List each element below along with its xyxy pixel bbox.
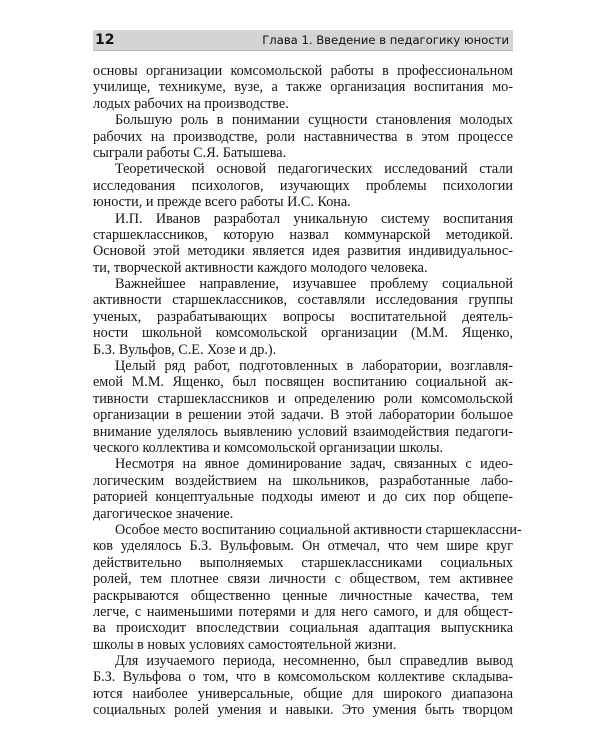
paragraph <box>93 521 522 653</box>
text-line: Б.З. Вульфов, С.Е. Хозе и др.). <box>93 341 277 358</box>
paragraph <box>93 63 513 112</box>
paragraph <box>93 276 513 358</box>
text-line: лодых рабочих на производстве. <box>93 95 289 112</box>
page-number: 12 <box>95 32 115 48</box>
text-line: училище, техникуме, вузе, а также организация воспитания мо- <box>93 79 513 96</box>
text-line: Основой этой методики является идея развития индивидуальнос- <box>93 243 513 260</box>
text-line: Целый ряд работ, подготовленных в лаборатории, возглавля- <box>115 358 513 375</box>
paragraph <box>93 456 513 522</box>
text-line: старшеклассников, которую назвал коммунарской методикой. <box>93 226 513 243</box>
body-text <box>93 63 522 719</box>
text-line: логическим воздействием на школьников, разработанные лабо- <box>93 472 513 489</box>
text-line: ва происходит впоследствии социальная адаптация выпускника <box>93 620 513 637</box>
text-line: легче, с наименьшими потерями и для него самого, и для общест- <box>93 603 513 620</box>
page-header <box>93 30 513 51</box>
text-line: раторией концептуальные подходы имеют и до сих пор общепе- <box>93 489 513 506</box>
text-line: ученых, разрабатывающих вопросы воспитательной деятель- <box>93 308 513 325</box>
text-line: Для изучаемого периода, несомненно, был справедлив вывод <box>115 653 513 670</box>
paragraph <box>93 358 513 456</box>
text-line: раскрываются общественно ценные личностные качества, тем <box>93 587 513 604</box>
text-line: ются наиболее универсальные, общие для широкого диапазона <box>93 685 513 702</box>
running-head: Глава 1. Введение в педагогику юности <box>262 33 509 47</box>
text-line: рабочих на производстве, роли наставничества в этом процессе <box>93 128 513 145</box>
text-line: ков уделялось Б.З. Вульфовым. Он отмечал, что чем шире круг <box>93 538 513 555</box>
text-line: действительно выполняемых старшеклассниками социальных <box>93 554 513 571</box>
text-line: исследования психологов, изучающих проблемы психологии <box>93 177 513 194</box>
text-line: Особое место воспитанию социальной активности старшеклассни- <box>115 521 522 538</box>
text-line: ти, творческой активности каждого молодого человека. <box>93 259 428 276</box>
text-line: Б.З. Вульфова о том, что в комсомольском коллективе складыва- <box>93 669 513 686</box>
text-line: емой М.М. Ященко, был посвящен воспитанию социальной ак- <box>93 374 513 391</box>
text-line: активности старшеклассников, составляли исследования группы <box>93 292 513 309</box>
text-line: дагогическое значение. <box>93 505 234 522</box>
paragraph <box>93 161 513 210</box>
text-line: основы организации комсомольской работы в профессиональном <box>93 63 513 79</box>
text-line: ролей, тем плотнее связи личности с обществом, тем активнее <box>93 571 513 588</box>
paragraph <box>93 653 513 719</box>
text-line: юности, и прежде всего работы И.С. Кона. <box>93 194 351 211</box>
text-line: Несмотря на явное доминирование задач, связанных с идео- <box>115 456 513 473</box>
text-line: сыграли работы С.Я. Батышева. <box>93 144 287 161</box>
text-line: И.П. Иванов разработал уникальную систему воспитания <box>115 210 513 227</box>
text-line: Теоретической основой педагогических исследований стали <box>115 161 513 178</box>
text-line: организации в решении этой задачи. В этой лаборатории большое <box>93 407 513 424</box>
text-line: ности школьной комсомольской организации (М.М. Ященко, <box>93 325 513 342</box>
text-line: тивности старшеклассников и определению роли комсомольской <box>93 390 513 407</box>
text-line: Важнейшее направление, изучавшее проблему социальной <box>115 276 513 293</box>
paragraph <box>93 112 513 161</box>
text-line: социальных ролей умения и навыки. Это умения быть творцом <box>93 702 513 719</box>
text-line: школы в новых условиях самостоятельной жизни. <box>93 636 397 653</box>
text-line: Большую роль в понимании сущности становления молодых <box>115 112 513 129</box>
paragraph <box>93 211 513 277</box>
text-line: ческого коллектива и комсомольской организации школы. <box>93 439 444 456</box>
text-line: внимание уделялось выявлению условий взаимодействия педагоги- <box>93 423 513 440</box>
